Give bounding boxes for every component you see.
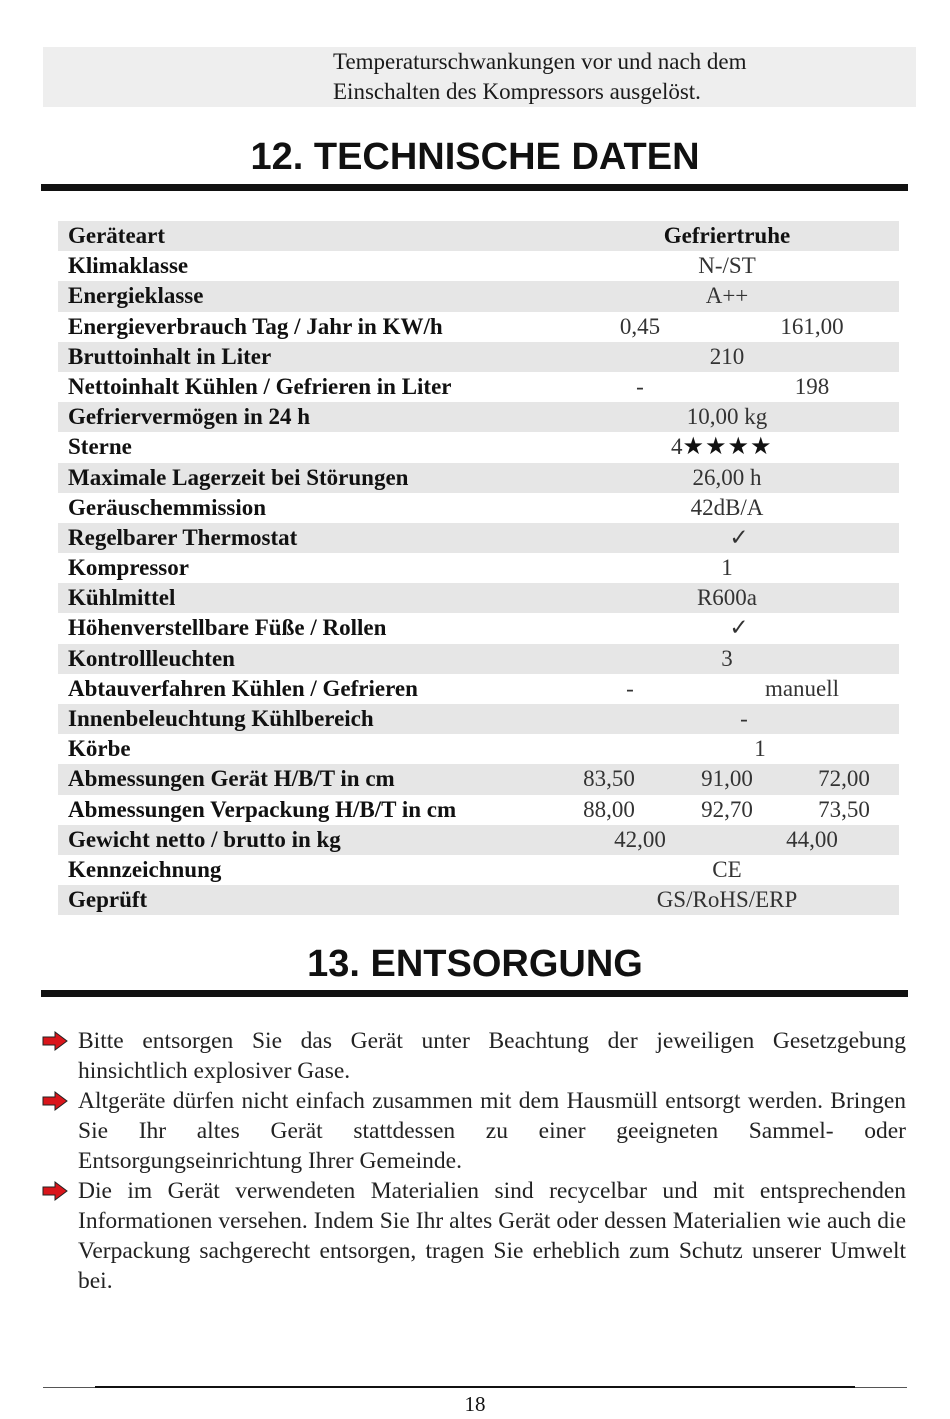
spec-label: Gefriervermögen in 24 h	[68, 404, 311, 430]
spec-row	[58, 402, 899, 432]
spec-value: 161,00	[780, 313, 844, 339]
spec-value: N-/ST	[698, 253, 756, 279]
spec-value: 26,00 h	[692, 464, 762, 490]
disposal-text: Die im Gerät verwendeten Materialien sind recycelbar und mit entsprechenden Informationen versehen. Indem Sie Ihr altes Gerät oder dessen Materialien wie auch die Verpackung sachgerecht entsorgen, tragen Sie erheblich zum Schutz unserer Umwelt bei.	[78, 1178, 906, 1294]
spec-label: Abmessungen Gerät H/B/T in cm	[68, 766, 395, 792]
spec-row	[58, 432, 899, 462]
spec-value	[671, 432, 773, 462]
section-13-rule	[41, 990, 908, 997]
page-number: 18	[464, 1392, 486, 1416]
technical-data-table	[58, 221, 899, 915]
spec-row	[58, 764, 899, 794]
spec-row	[58, 644, 899, 674]
spec-label: Kühlmittel	[68, 585, 176, 611]
spec-row	[58, 704, 899, 734]
spec-label: Energieklasse	[68, 283, 204, 309]
spec-value: 83,50	[583, 766, 635, 792]
spec-value: CE	[712, 856, 742, 882]
spec-value: 72,00	[818, 766, 870, 792]
disposal-item	[40, 1026, 906, 1086]
disposal-item	[40, 1176, 906, 1296]
spec-label: Kompressor	[68, 555, 189, 581]
spec-label: Körbe	[68, 736, 131, 762]
disposal-text: Altgeräte dürfen nicht einfach zusammen mit dem Hausmüll entsorgt werden. Bringen Sie Ihr altes Gerät stattdessen zu einer geeigneten Sammel- oder Entsorgungseinrichtung Ihrer Gemeinde.	[78, 1088, 906, 1174]
spec-value: GS/RoHS/ERP	[656, 887, 798, 913]
spec-label: Energieverbrauch Tag / Jahr in KW/h	[68, 313, 443, 339]
spec-label: Geräuschemmission	[68, 494, 267, 520]
spec-row	[58, 342, 899, 372]
spec-label: Bruttoinhalt in Liter	[68, 343, 272, 369]
spec-value: 42,00	[614, 826, 666, 852]
spec-label: Regelbarer Thermostat	[68, 524, 298, 550]
footer-rule-thick	[95, 1386, 855, 1388]
spec-label: Klimaklasse	[68, 253, 189, 279]
spec-row	[58, 885, 899, 915]
spec-label: Abmessungen Verpackung H/B/T in cm	[68, 796, 457, 822]
spec-row	[58, 372, 899, 402]
spec-value: 1	[721, 555, 733, 581]
spec-value: 3	[721, 645, 733, 671]
spec-value: 210	[709, 343, 745, 369]
spec-value: 42dB/A	[690, 494, 764, 520]
spec-label: Nettoinhalt Kühlen / Gefrieren in Liter	[68, 373, 452, 399]
spec-row	[58, 674, 899, 704]
spec-label: Gewicht netto / brutto in kg	[68, 826, 341, 852]
spec-value: manuell	[764, 675, 840, 701]
spec-label: Abtauverfahren Kühlen / Gefrieren	[68, 675, 418, 701]
red-arrow-icon	[42, 1031, 68, 1051]
spec-value: 44,00	[786, 826, 838, 852]
red-arrow-icon	[42, 1091, 68, 1111]
spec-row	[58, 583, 899, 613]
spec-label: Maximale Lagerzeit bei Störungen	[68, 464, 409, 490]
spec-label: Innenbeleuchtung Kühlbereich	[68, 706, 374, 731]
spec-value: 1	[754, 736, 766, 762]
previous-section-box	[43, 47, 916, 107]
spec-row	[58, 825, 899, 855]
previous-line-1: Temperaturschwankungen vor und nach dem	[333, 49, 747, 74]
spec-row	[58, 281, 899, 311]
spec-label: Höhenverstellbare Füße / Rollen	[68, 615, 387, 641]
spec-row	[58, 221, 899, 251]
spec-value: 91,00	[701, 766, 753, 792]
spec-value: 198	[794, 373, 830, 399]
spec-value: 88,00	[583, 796, 635, 822]
spec-value: R600a	[696, 585, 758, 611]
disposal-text: Bitte entsorgen Sie das Gerät unter Beachtung der jeweiligen Gesetzgebung hinsichtlich explosiver Gase.	[78, 1028, 906, 1084]
spec-label: Sterne	[68, 434, 132, 460]
previous-line-2: Einschalten des Kompressors ausgelöst.	[333, 79, 701, 104]
check-icon: ✓	[729, 615, 749, 641]
spec-row	[58, 795, 899, 825]
star-count: 4	[671, 434, 683, 460]
red-arrow-icon	[42, 1181, 68, 1201]
spec-value: 10,00 kg	[686, 404, 768, 430]
section-12-rule	[41, 184, 908, 191]
spec-label: Kontrollleuchten	[68, 645, 235, 671]
spec-value: -	[740, 706, 748, 731]
spec-label: Geräteart	[68, 223, 166, 248]
disposal-item	[40, 1086, 906, 1176]
spec-row	[58, 312, 899, 342]
spec-value: -	[636, 373, 644, 399]
spec-row	[58, 523, 899, 553]
spec-value: 92,70	[701, 796, 753, 822]
spec-value: -	[626, 675, 634, 701]
previous-section-text	[333, 47, 893, 107]
spec-row	[58, 553, 899, 583]
spec-value: Gefriertruhe	[663, 223, 791, 248]
spec-label: Kennzeichnung	[68, 856, 222, 882]
spec-row	[58, 855, 899, 885]
section-13-title: 13. ENTSORGUNG	[307, 943, 643, 985]
spec-value: 0,45	[619, 313, 661, 339]
star-icons: ★★★★	[682, 434, 773, 461]
spec-label: Geprüft	[68, 887, 148, 913]
spec-row	[58, 493, 899, 523]
spec-row	[58, 251, 899, 281]
spec-row	[58, 734, 899, 764]
spec-value: 73,50	[818, 796, 870, 822]
section-12-title: 12. TECHNISCHE DATEN	[250, 136, 700, 178]
spec-row	[58, 463, 899, 493]
disposal-list	[40, 1026, 906, 1296]
spec-row	[58, 613, 899, 643]
spec-value: A++	[705, 283, 749, 309]
check-icon: ✓	[729, 524, 749, 550]
